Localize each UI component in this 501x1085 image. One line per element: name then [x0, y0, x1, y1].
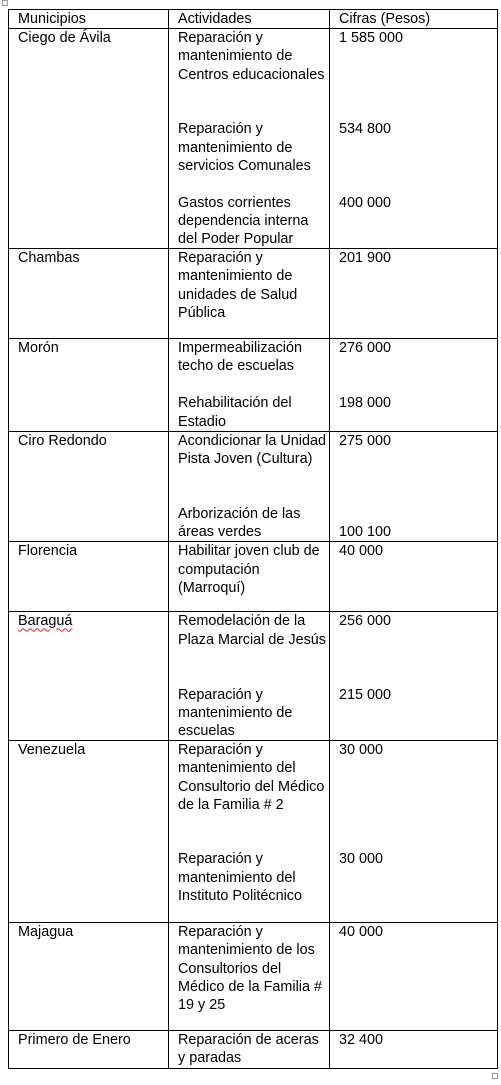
amount: 30 000: [339, 851, 384, 868]
header-actividades: Actividades: [169, 10, 330, 29]
activities-cell: [169, 542, 330, 612]
activities-cell: [169, 1031, 330, 1068]
header-municipios: Municipios: [9, 10, 169, 29]
amounts-cell: [330, 741, 498, 923]
activity: Reparación y mantenimiento de los Consultorios del Médico de la Familia # 19 y 25: [178, 924, 322, 1013]
amount: 40 000: [339, 924, 384, 941]
activities-cell: [169, 741, 330, 923]
table-row: [9, 612, 498, 741]
amounts-cell: [330, 339, 498, 432]
activities-cell: [169, 249, 330, 339]
amounts-cell: [330, 249, 498, 339]
header-cifras: Cifras (Pesos): [330, 10, 498, 29]
table-row: [9, 741, 498, 923]
activities-cell: [169, 29, 330, 249]
amount: 40 000: [339, 543, 384, 560]
municipio-cell: Primero de Enero: [9, 1031, 169, 1068]
table-row: [9, 923, 498, 1031]
municipio-cell: Ciego de Ávila: [9, 29, 169, 249]
municipio-name: Baraguá: [18, 613, 73, 630]
municipio-cell: Majagua: [9, 923, 169, 1031]
activity: Reparación y mantenimiento de servicios Comunales: [178, 121, 311, 174]
activities-cell: [169, 923, 330, 1031]
amount: 30 000: [339, 742, 384, 759]
activity: Acondicionar la Unidad Pista Joven (Cultura): [178, 432, 326, 467]
amount: 215 000: [339, 686, 392, 703]
header-row: [9, 10, 498, 29]
table-row: [9, 542, 498, 612]
amounts-cell: [330, 431, 498, 542]
table-row: [9, 339, 498, 432]
amounts-cell: [330, 542, 498, 612]
activity: Arborización de las áreas verdes: [178, 505, 301, 541]
amounts-cell: [330, 1031, 498, 1068]
municipio-cell: Ciro Redondo: [9, 431, 169, 542]
activity: Reparación y mantenimiento de escuelas: [178, 686, 293, 739]
budget-table: [8, 9, 498, 1069]
amount: 276 000: [339, 340, 392, 357]
activity: Reparación y mantenimiento de unidades de Salud Pública: [178, 250, 298, 321]
activity: Gastos corrientes dependencia interna del Poder Popular: [178, 194, 309, 247]
activity: Impermeabilización techo de escuelas: [178, 340, 302, 375]
table-move-handle[interactable]: [2, 0, 8, 6]
municipio-cell: Chambas: [9, 249, 169, 339]
table-row: [9, 431, 498, 542]
amounts-cell: [330, 612, 498, 741]
amount: 100 100: [339, 523, 392, 540]
municipio-cell: Florencia: [9, 542, 169, 612]
activity: Habilitar joven club de computación (Marroquí): [178, 543, 320, 596]
amount: 534 800: [339, 121, 392, 138]
activities-cell: [169, 431, 330, 542]
amount: 1 585 000: [339, 30, 404, 47]
activity: Reparación de aceras y paradas: [178, 1032, 319, 1067]
amount: 201 900: [339, 250, 392, 267]
amount: 256 000: [339, 613, 392, 630]
activity: Reparación y mantenimiento del Consultorio del Médico de la Familia # 2: [178, 742, 325, 813]
table-row: [9, 1031, 498, 1068]
table-resize-handle[interactable]: [492, 1073, 498, 1079]
amount: 400 000: [339, 194, 392, 211]
activity: Reparación y mantenimiento del Instituto Politécnico: [178, 851, 302, 904]
activities-cell: [169, 612, 330, 741]
table-row: [9, 249, 498, 339]
activity: Rehabilitación del Estadio: [178, 395, 292, 430]
activity: Reparación y mantenimiento de Centros educacionales: [178, 30, 325, 83]
amount: 275 000: [339, 432, 392, 449]
municipio-cell: Morón: [9, 339, 169, 432]
activities-cell: [169, 339, 330, 432]
table-row: [9, 29, 498, 249]
municipio-cell: [9, 612, 169, 741]
amount: 198 000: [339, 395, 392, 412]
amounts-cell: [330, 923, 498, 1031]
municipio-cell: Venezuela: [9, 741, 169, 923]
activity: Remodelación de la Plaza Marcial de Jesús: [178, 613, 326, 648]
amounts-cell: [330, 29, 498, 249]
amount: 32 400: [339, 1032, 384, 1049]
